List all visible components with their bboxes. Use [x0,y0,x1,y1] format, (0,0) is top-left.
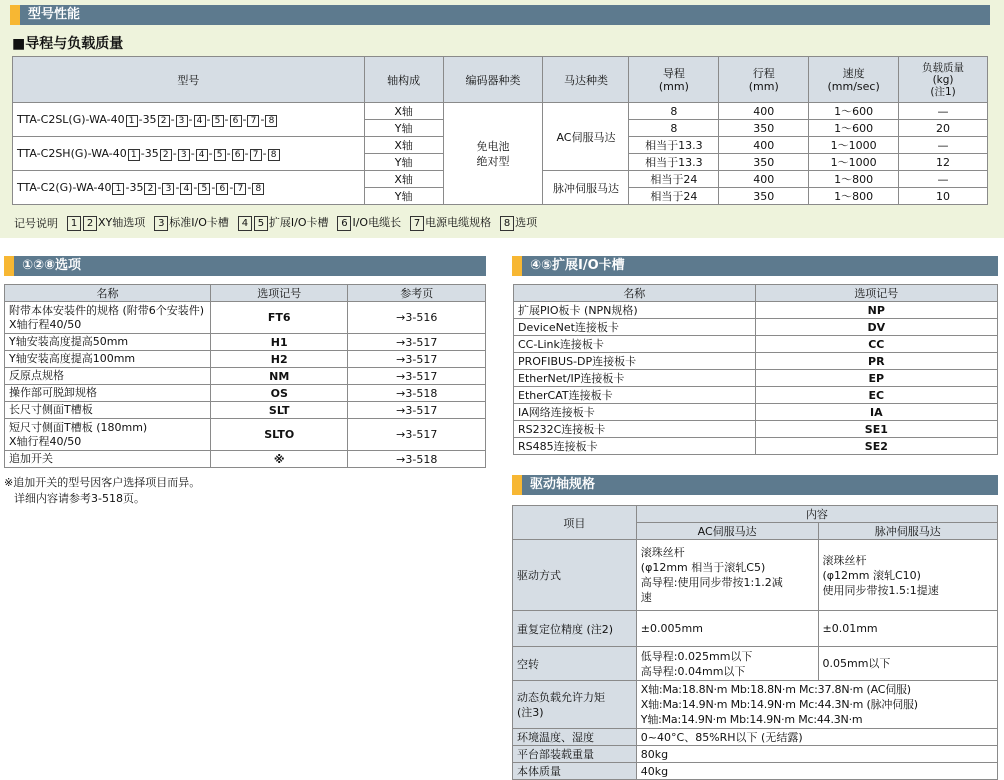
stroke-cell: 350 [719,154,809,171]
table-row [514,421,998,438]
section-header-accent [512,475,522,495]
speed-cell: 1～800 [809,188,899,205]
section-title: ④⑤扩展I/O卡槽 [522,256,998,276]
table-header-row [5,285,486,302]
option-number-box: 1 [67,216,81,231]
legend-text: XY轴选项 [98,216,146,229]
model-code: TTA-C2(G)-WA-40 1 -35 2 - 3 - 4 - 5 - 6 - 7 - 8 [13,171,365,205]
speed-cell: 1～1000 [809,137,899,154]
load-cell: 10 [899,188,988,205]
option-number-box: 2 [158,115,170,127]
card-code: NP [755,302,997,319]
option-number-box: 1 [126,115,138,127]
card-name: EtherCAT连接板卡 [514,387,756,404]
table-row [514,353,998,370]
card-code: EC [755,387,997,404]
option-number-box: 5 [212,115,224,127]
model-prefix: TTA-C2SL(G)-WA-40 [17,112,125,126]
card-name: EtherNet/IP连接板卡 [514,370,756,387]
table-row [5,402,486,419]
card-code: EP [755,370,997,387]
table-row [5,302,486,334]
option-name: 附带本体安装件的规格 (附带6个安装件) X轴行程40/50 [5,302,211,334]
option-number-box: 3 [178,149,190,161]
table-row [513,647,998,681]
option-number-box: 3 [176,115,188,127]
footnote-detail: 详细内容请参考3-518页。 [14,492,145,505]
option-number-box: 8 [265,115,277,127]
option-code: SLT [210,402,348,419]
spec-item: 环境温度、湿度 [513,729,637,746]
section-title: ①②⑧选项 [14,256,486,276]
spec-pulse-value: 滚珠丝杆 (φ12mm 滚轧C10) 使用同步带按1.5:1提速 [818,540,998,611]
option-number-box: 4 [194,115,206,127]
reference-page: →3-517 [348,402,486,419]
card-code: PR [755,353,997,370]
load-cell: — [899,171,988,188]
table-row [5,368,486,385]
table-row [13,103,988,120]
model-mid: -35 [125,180,144,194]
motor-cell: 脉冲伺服马达 [543,171,629,205]
header-code: 选项记号 [210,285,348,302]
option-number-box: 7 [234,183,246,195]
section-header-accent [10,5,20,25]
moment-line: Y轴:Ma:14.9N·m Mb:14.9N·m Mc:44.3N·m [640,713,863,726]
moment-line: X轴:Ma:18.8N·m Mb:18.8N·m Mc:37.8N·m (AC伺服) [640,683,911,696]
table-row [514,438,998,455]
option-number-box: 1 [112,183,124,195]
card-name: 扩展PIO板卡 (NPN规格) [514,302,756,319]
option-number-box: 5 [214,149,226,161]
load-cell: — [899,103,988,120]
reference-page: →3-517 [348,351,486,368]
legend-text: 标准I/O卡槽 [169,216,229,229]
option-code: ※ [210,451,348,468]
legend-text: I/O电缆长 [352,216,402,229]
header-encoder: 编码器种类 [443,57,543,103]
header-name: 名称 [5,285,211,302]
table-row [513,540,998,611]
option-name: 追加开关 [5,451,211,468]
spec-item: 空转 [513,647,637,681]
reference-page: →3-517 [348,334,486,351]
lead-load-table [12,56,988,205]
option-number-box: 5 [254,216,268,231]
card-name: PROFIBUS-DP连接板卡 [514,353,756,370]
option-number-box: 7 [250,149,262,161]
card-name: RS232C连接板卡 [514,421,756,438]
stroke-cell: 400 [719,103,809,120]
spec-pulse-value: 0.05mm以下 [818,647,998,681]
model-prefix: TTA-C2SH(G)-WA-40 [17,146,127,160]
option-number-box: 8 [500,216,514,231]
axis-cell: Y轴 [364,120,443,137]
option-number-box: 6 [232,149,244,161]
option-code: FT6 [210,302,348,334]
option-number-box: 5 [198,183,210,195]
legend-item [153,214,229,231]
table-header-row [513,506,998,523]
spec-ac-value: ±0.005mm [636,611,818,647]
model-code: TTA-C2SL(G)-WA-40 1 -35 2 - 3 - 4 - 5 - 6 - 7 - 8 [13,103,365,137]
section-header-accent [4,256,14,276]
option-number-box: 2 [83,216,97,231]
header-pulse-servo: 脉冲伺服马达 [818,523,998,540]
card-name: CC-Link连接板卡 [514,336,756,353]
header-ac-servo: AC伺服马达 [636,523,818,540]
table-row [5,419,486,451]
header-code: 选项记号 [755,285,997,302]
options-table [4,284,486,468]
header-name: 名称 [514,285,756,302]
table-row [514,302,998,319]
speed-cell: 1～800 [809,171,899,188]
table-header-row [13,57,988,103]
lead-cell: 相当于24 [629,188,719,205]
reference-page: →3-517 [348,368,486,385]
encoder-cell: 免电池 绝对型 [443,103,543,205]
table-row [513,746,998,763]
legend-item [409,214,491,231]
lead-cell: 相当于13.3 [629,137,719,154]
section-header-model-performance [10,5,990,25]
stroke-cell: 400 [719,171,809,188]
drive-spec-table [512,505,998,780]
spec-item: 重复定位精度 (注2) [513,611,637,647]
option-name: Y轴安装高度提高50mm [5,334,211,351]
footnote: ※追加开关的型号因客户选择项目而异。 [4,476,201,489]
header-load: 负载质量 (kg) (注1) [899,57,988,103]
axis-cell: Y轴 [364,188,443,205]
spec-ac-value: 低导程:0.025mm以下 高导程:0.04mm以下 [636,647,818,681]
legend-text: 选项 [515,216,538,229]
axis-cell: X轴 [364,103,443,120]
card-code: SE2 [755,438,997,455]
model-mid: -35 [140,146,159,160]
table-row [5,334,486,351]
header-motor: 马达种类 [543,57,629,103]
spec-value: 40kg [636,763,997,780]
load-cell: 20 [899,120,988,137]
axis-cell: X轴 [364,171,443,188]
option-number-box: 7 [247,115,259,127]
load-cell: 12 [899,154,988,171]
stroke-cell: 400 [719,137,809,154]
card-name: RS485连接板卡 [514,438,756,455]
lead-cell: 8 [629,120,719,137]
model-prefix: TTA-C2(G)-WA-40 [17,180,112,194]
option-code: H1 [210,334,348,351]
section-header-expansion [512,256,998,276]
legend [14,214,537,231]
spec-item: 动态负载允许力矩 (注3) [513,681,637,729]
option-name: 操作部可脱卸规格 [5,385,211,402]
motor-cell: AC伺服马达 [543,103,629,171]
table-row [5,451,486,468]
option-code: NM [210,368,348,385]
header-stroke: 行程 (mm) [719,57,809,103]
legend-text: 扩展I/O卡槽 [268,216,329,229]
legend-item [336,214,401,231]
card-name: IA网络连接板卡 [514,404,756,421]
spec-pulse-value: ±0.01mm [818,611,998,647]
legend-item [499,214,537,231]
spec-item: 本体质量 [513,763,637,780]
table-row [5,351,486,368]
option-code: OS [210,385,348,402]
spec-item: 驱动方式 [513,540,637,611]
section-title: 驱动轴规格 [522,475,998,495]
stroke-cell: 350 [719,188,809,205]
card-name: DeviceNet连接板卡 [514,319,756,336]
expansion-table [513,284,998,455]
table-row [514,404,998,421]
axis-cell: Y轴 [364,154,443,171]
header-content: 内容 [636,506,997,523]
card-code: IA [755,404,997,421]
legend-label: 记号说明 [14,216,58,230]
card-code: DV [755,319,997,336]
section-title: 型号性能 [20,5,990,25]
table-row [5,385,486,402]
option-number-box: 4 [196,149,208,161]
header-axis: 轴构成 [364,57,443,103]
table-row [514,319,998,336]
legend-text: 电源电缆规格 [425,216,492,229]
table-row [514,370,998,387]
header-page: 参考页 [348,285,486,302]
table-header-row [514,285,998,302]
spec-value: 0~40°C、85%RH以下 (无结露) [636,729,997,746]
stroke-cell: 350 [719,120,809,137]
section-header-drive [512,475,998,495]
option-number-box: 3 [154,216,168,231]
legend-item [66,214,145,231]
option-name: 长尺寸侧面T槽板 [5,402,211,419]
spec-ac-value: 滚珠丝杆 (φ12mm 相当于滚轧C5) 高导程:使用同步带按1:1.2减 速 [636,540,818,611]
header-item: 项目 [513,506,637,540]
reference-page: →3-517 [348,419,486,451]
speed-cell: 1～1000 [809,154,899,171]
option-name: Y轴安装高度提高100mm [5,351,211,368]
spec-value: 80kg [636,746,997,763]
option-number-box: 6 [216,183,228,195]
reference-page: →3-516 [348,302,486,334]
header-model: 型号 [13,57,365,103]
table-row [514,387,998,404]
option-name: 短尺寸侧面T槽板 (180mm) X轴行程40/50 [5,419,211,451]
speed-cell: 1～600 [809,103,899,120]
model-mid: -35 [138,112,157,126]
option-number-box: 8 [252,183,264,195]
table-row [514,336,998,353]
load-cell: — [899,137,988,154]
section-header-accent [512,256,522,276]
speed-cell: 1～600 [809,120,899,137]
moment-line: X轴:Ma:14.9N·m Mb:14.9N·m Mc:44.3N·m (脉冲伺服) [640,698,918,711]
option-number-box: 2 [160,149,172,161]
reference-page: →3-518 [348,451,486,468]
lead-cell: 8 [629,103,719,120]
option-code: H2 [210,351,348,368]
card-code: SE1 [755,421,997,438]
axis-cell: X轴 [364,137,443,154]
table-row [513,763,998,780]
header-lead: 导程 (mm) [629,57,719,103]
option-number-box: 2 [144,183,156,195]
table-row [513,681,998,729]
option-number-box: 4 [180,183,192,195]
option-number-box: 6 [230,115,242,127]
option-number-box: 4 [238,216,252,231]
lead-cell: 相当于13.3 [629,154,719,171]
option-number-box: 3 [162,183,174,195]
moment-values [636,681,997,729]
legend-item [237,214,329,231]
model-code: TTA-C2SH(G)-WA-40 1 -35 2 - 3 - 4 - 5 - 6 - 7 - 8 [13,137,365,171]
option-number-box: 8 [268,149,280,161]
spec-item: 平台部装载重量 [513,746,637,763]
lead-cell: 相当于24 [629,171,719,188]
reference-page: →3-518 [348,385,486,402]
section-header-options [4,256,486,276]
subtitle: ■导程与负载质量 [12,36,124,52]
option-number-box: 1 [128,149,140,161]
option-name: 反原点规格 [5,368,211,385]
card-code: CC [755,336,997,353]
option-number-box: 6 [337,216,351,231]
table-row [513,611,998,647]
header-speed: 速度 (mm/sec) [809,57,899,103]
option-number-box: 7 [410,216,424,231]
option-code: SLTO [210,419,348,451]
table-row [513,729,998,746]
